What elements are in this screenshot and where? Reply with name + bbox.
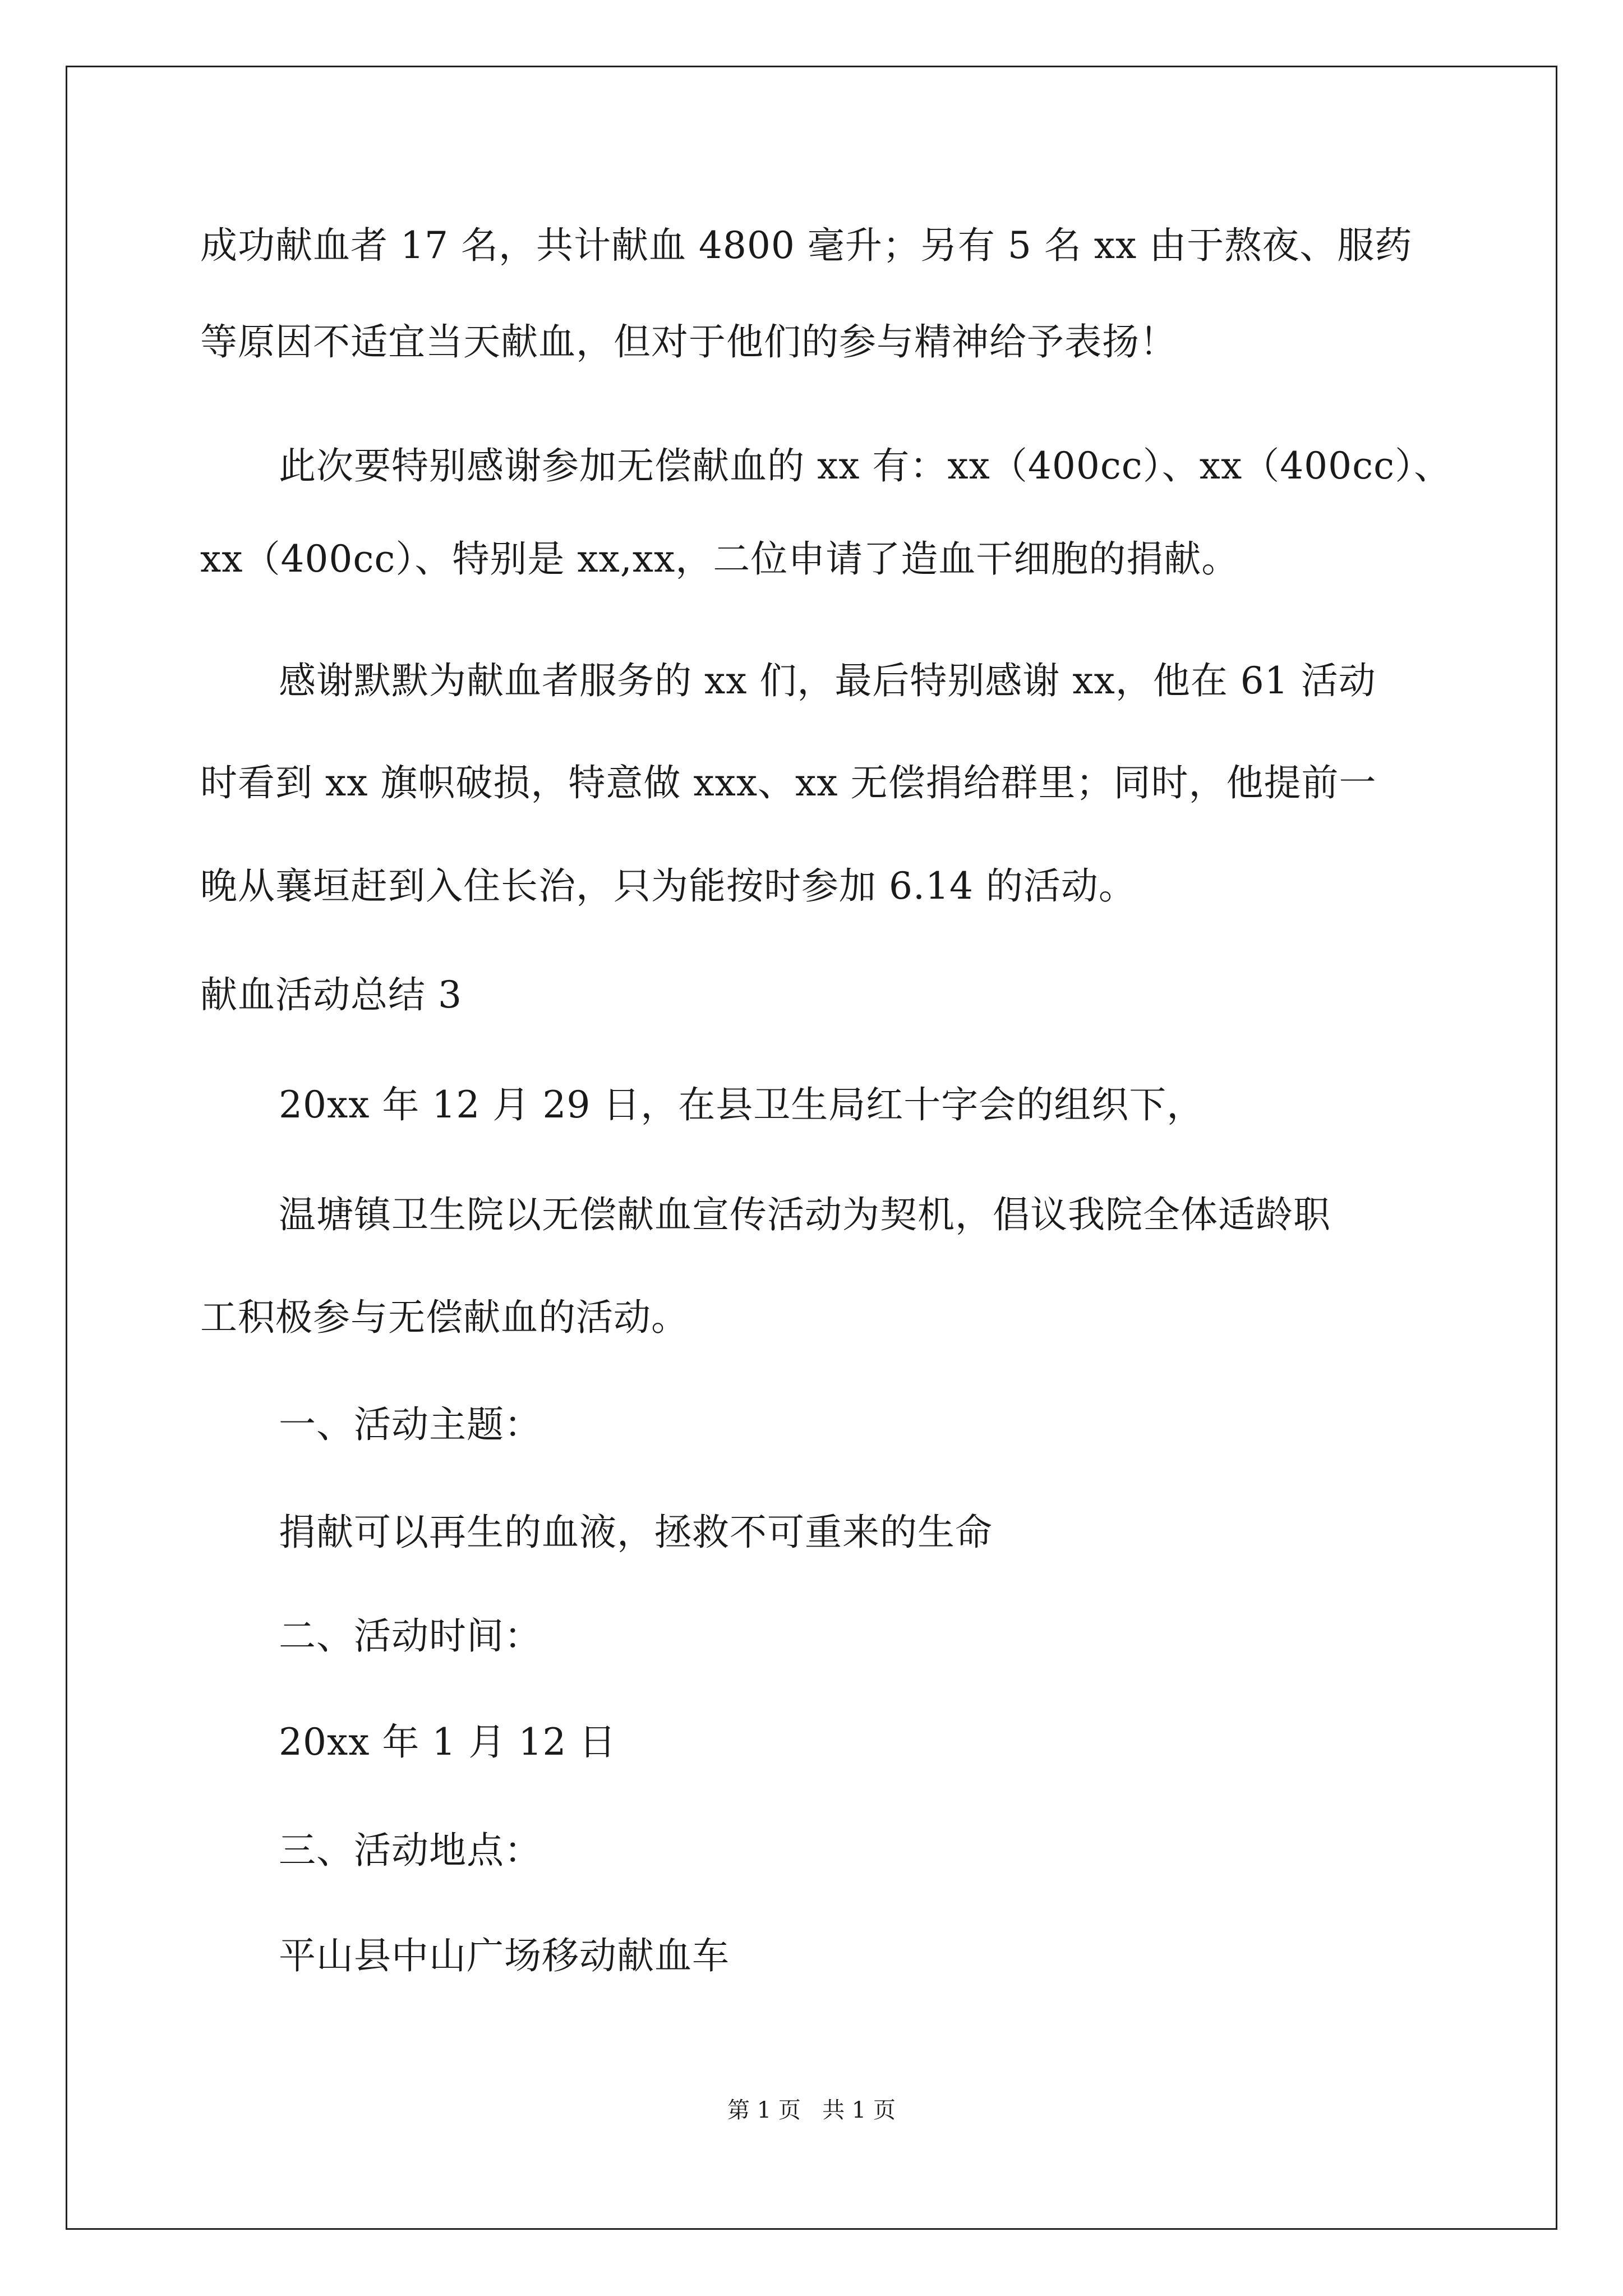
subheading-theme: 一、活动主题：: [279, 1403, 542, 1446]
time-text: 20xx 年 1 月 12 日: [279, 1720, 617, 1764]
paragraph-line-2: 等原因不适宜当天献血，但对于他们的参与精神给予表扬！: [200, 320, 1177, 364]
subheading-time: 二、活动时间：: [279, 1614, 542, 1658]
paragraph-line-6: 时看到 xx 旗帜破损，特意做 xxx、xx 无偿捐给群里；同时，他提前一: [200, 761, 1377, 804]
paragraph-line-10: 温塘镇卫生院以无偿献血宣传活动为契机，倡议我院全体适龄职: [279, 1193, 1331, 1236]
paragraph-line-3: 此次要特别感谢参加无偿献血的 xx 有：xx（400cc）、xx（400cc）、: [279, 444, 1452, 487]
paragraph-line-11: 工积极参与无偿献血的活动。: [200, 1296, 689, 1339]
page-number-footer: 第 1 页 共 1 页: [727, 2097, 896, 2123]
paragraph-line-7: 晚从襄垣赶到入住长治，只为能按时参加 6.14 的活动。: [200, 864, 1136, 908]
subheading-location: 三、活动地点：: [279, 1829, 542, 1872]
paragraph-line-9: 20xx 年 12 月 29 日，在县卫生局红十字会的组织下，: [279, 1083, 1205, 1126]
paragraph-line-5: 感谢默默为献血者服务的 xx 们，最后特别感谢 xx，他在 61 活动: [279, 659, 1376, 702]
location-text: 平山县中山广场移动献血车: [279, 1934, 730, 1977]
page-border: [66, 66, 1557, 2230]
theme-text: 捐献可以再生的血液，拯救不可重来的生命: [279, 1511, 993, 1554]
paragraph-line-1: 成功献血者 17 名，共计献血 4800 毫升；另有 5 名 xx 由于熬夜、服药: [200, 224, 1413, 267]
paragraph-line-4: xx（400cc）、特别是 xx,xx，二位申请了造血干细胞的捐献。: [200, 537, 1239, 581]
section-heading: 献血活动总结 3: [200, 973, 462, 1016]
